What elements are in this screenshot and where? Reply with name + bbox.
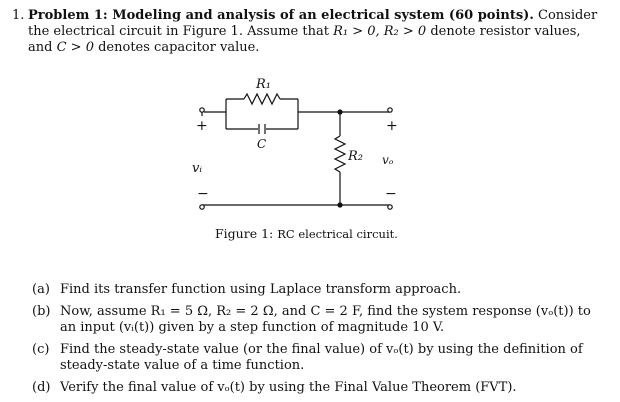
- circuit-diagram: [180, 74, 420, 214]
- question-a: [32, 282, 608, 298]
- c-label: C: [257, 137, 267, 151]
- capacitor-condition: C > 0: [56, 40, 94, 55]
- bottom-node-dot: [337, 202, 342, 207]
- question-text: Verify the final value of vₒ(t) by using the Final Value Theorem (FVT).: [60, 380, 517, 395]
- intro-text-2: denote resistor values, and: [28, 24, 581, 55]
- question-text: Find the steady-state value (or the final value) of vₒ(t) by using the definition of steady-state value of a time function.: [60, 342, 583, 373]
- caption-text: RC electrical circuit.: [277, 227, 398, 241]
- vo-plus-label: +: [386, 118, 398, 134]
- top-node-dot: [337, 109, 342, 114]
- question-d: [32, 380, 608, 396]
- vo-minus-label: −: [385, 186, 397, 202]
- caption-prefix: Figure 1:: [215, 226, 274, 241]
- question-label: (c): [32, 342, 50, 357]
- resistor-condition: R₁ > 0, R₂ > 0: [333, 24, 427, 39]
- resistor-r2: [335, 136, 345, 172]
- question-label: (a): [32, 282, 50, 297]
- intro-text-1: Consider the electrical circuit in Figure 1. Assume that: [28, 8, 598, 39]
- intro-text-3: denotes capacitor value.: [98, 40, 260, 55]
- output-minus-terminal: [388, 205, 392, 209]
- input-plus-terminal: [200, 108, 204, 112]
- r2-label: R₂: [348, 149, 363, 164]
- problem-statement: [12, 8, 608, 56]
- question-label: (b): [32, 304, 51, 319]
- resistor-r1: [244, 94, 280, 104]
- question-b: [32, 304, 608, 336]
- r1-label: R₁: [256, 77, 271, 92]
- question-c: [32, 342, 608, 374]
- problem-heading: Problem 1: Modeling and analysis of an electrical system (60 points).: [28, 8, 534, 23]
- output-plus-terminal: [388, 108, 392, 112]
- question-label: (d): [32, 380, 51, 395]
- vi-label: vᵢ: [192, 161, 202, 176]
- input-minus-terminal: [200, 205, 204, 209]
- problem-number: 1.: [12, 8, 25, 23]
- vo-label: vₒ: [382, 153, 394, 167]
- vi-plus-label: +: [196, 118, 208, 134]
- figure-caption: [215, 226, 398, 241]
- vi-minus-label: −: [197, 186, 209, 202]
- question-list: [32, 282, 608, 402]
- question-text: Find its transfer function using Laplace transform approach.: [60, 282, 462, 297]
- question-text: Now, assume R₁ = 5 Ω, R₂ = 2 Ω, and C = 2 F, find the system response (vₒ(t)) to an input (vᵢ(t)) given by a step function of magnitude 10 V.: [60, 304, 591, 335]
- circuit-figure: [180, 74, 420, 214]
